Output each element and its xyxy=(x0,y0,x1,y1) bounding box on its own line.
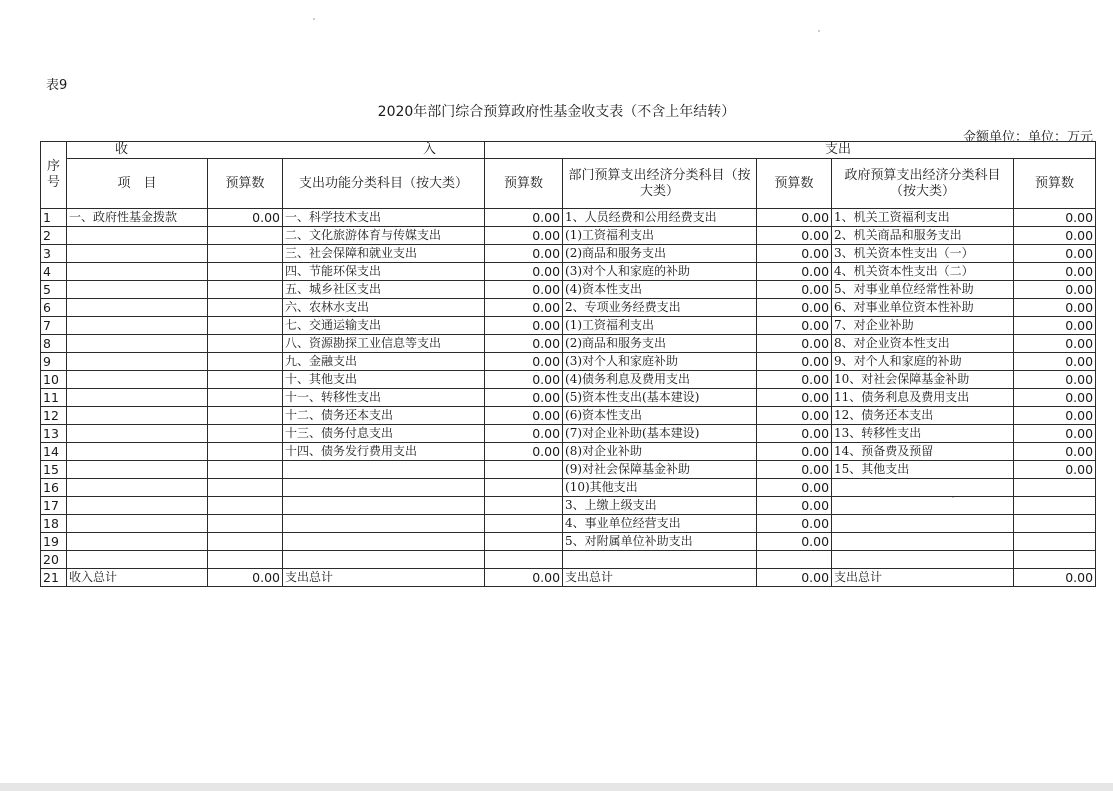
table-number: 表9 xyxy=(46,78,68,93)
func-category: 二、文化旅游体育与传媒支出 xyxy=(283,227,485,245)
gov-budget: 0.00 xyxy=(1014,353,1096,371)
table-row xyxy=(41,389,1096,407)
func-budget: 0.00 xyxy=(485,335,563,353)
table-row xyxy=(41,551,1096,569)
func-category xyxy=(283,515,485,533)
row-index: 17 xyxy=(41,497,67,515)
row-index: 14 xyxy=(41,443,67,461)
table-row xyxy=(41,281,1096,299)
gov-econ-category: 6、对事业单位资本性补助 xyxy=(832,299,1014,317)
gov-econ-category: 5、对事业单位经常性补助 xyxy=(832,281,1014,299)
unit-label: 金额单位：单位：万元 xyxy=(962,130,1093,145)
gov-econ-category: 7、对企业补助 xyxy=(832,317,1014,335)
gov-budget: 0.00 xyxy=(1014,407,1096,425)
gov-budget: 0.00 xyxy=(1014,371,1096,389)
gov-budget xyxy=(1014,479,1096,497)
income-budget xyxy=(208,551,283,569)
dept-econ-category: (10)其他支出 xyxy=(563,479,757,497)
header-gov-econ-category: 政府预算支出经济分类科目（按大类） xyxy=(832,159,1014,209)
dept-budget: 0.00 xyxy=(757,299,832,317)
gov-budget: 0.00 xyxy=(1014,461,1096,479)
func-category xyxy=(283,497,485,515)
dept-econ-category: 1、人员经费和公用经费支出 xyxy=(563,209,757,227)
table-row xyxy=(41,209,1096,227)
income-item xyxy=(67,425,208,443)
func-category xyxy=(283,479,485,497)
header-expense-char-1: 支 xyxy=(825,142,839,157)
gov-econ-category: 9、对个人和家庭的补助 xyxy=(832,353,1014,371)
dept-econ-category: (3)对个人和家庭的补助 xyxy=(563,263,757,281)
func-category: 六、农林水支出 xyxy=(283,299,485,317)
dept-budget: 0.00 xyxy=(757,263,832,281)
func-budget: 0.00 xyxy=(485,407,563,425)
row-index: 6 xyxy=(41,299,67,317)
gov-budget: 0.00 xyxy=(1014,281,1096,299)
gov-budget: 0.00 xyxy=(1014,443,1096,461)
func-budget: 0.00 xyxy=(485,263,563,281)
row-index: 5 xyxy=(41,281,67,299)
gov-budget: 0.00 xyxy=(1014,227,1096,245)
income-item xyxy=(67,551,208,569)
dept-econ-category xyxy=(563,551,757,569)
scan-speck xyxy=(313,18,315,20)
page-title: 2020年部门综合预算政府性基金收支表（不含上年结转） xyxy=(377,104,736,120)
dept-econ-category: (7)对企业补助(基本建设) xyxy=(563,425,757,443)
income-item xyxy=(67,389,208,407)
dept-budget: 0.00 xyxy=(757,515,832,533)
dept-budget: 0.00 xyxy=(757,407,832,425)
table-row xyxy=(41,227,1096,245)
gov-econ-category: 2、机关商品和服务支出 xyxy=(832,227,1014,245)
dept-budget: 0.00 xyxy=(757,317,832,335)
income-budget xyxy=(208,533,283,551)
func-budget: 0.00 xyxy=(485,389,563,407)
gov-budget: 0.00 xyxy=(1014,335,1096,353)
func-category: 十四、债务发行费用支出 xyxy=(283,443,485,461)
dept-budget: 0.00 xyxy=(757,479,832,497)
func-category: 十、其他支出 xyxy=(283,371,485,389)
dept-econ-category: 4、事业单位经营支出 xyxy=(563,515,757,533)
dept-budget: 0.00 xyxy=(757,461,832,479)
header-func-category: 支出功能分类科目（按大类） xyxy=(283,159,485,209)
dept-econ-category: 3、上缴上级支出 xyxy=(563,497,757,515)
header-budget-income: 预算数 xyxy=(208,159,283,209)
table-row xyxy=(41,443,1096,461)
dept-econ-category: (3)对个人和家庭补助 xyxy=(563,353,757,371)
income-budget xyxy=(208,407,283,425)
dept-econ-category: (1)工资福利支出 xyxy=(563,227,757,245)
income-budget xyxy=(208,425,283,443)
income-item xyxy=(67,407,208,425)
dept-econ-category: 支出总计 xyxy=(563,569,757,587)
income-budget xyxy=(208,515,283,533)
row-index: 20 xyxy=(41,551,67,569)
gov-budget: 0.00 xyxy=(1014,263,1096,281)
row-index: 2 xyxy=(41,227,67,245)
income-budget xyxy=(208,371,283,389)
header-budget-func: 预算数 xyxy=(485,159,563,209)
gov-econ-category: 4、机关资本性支出（二） xyxy=(832,263,1014,281)
dept-budget: 0.00 xyxy=(757,371,832,389)
dept-budget: 0.00 xyxy=(757,335,832,353)
func-category: 支出总计 xyxy=(283,569,485,587)
dept-budget: 0.00 xyxy=(757,569,832,587)
table-row xyxy=(41,299,1096,317)
func-budget xyxy=(485,479,563,497)
gov-econ-category: 13、转移性支出 xyxy=(832,425,1014,443)
income-budget xyxy=(208,317,283,335)
header-item: 项 目 xyxy=(67,159,208,209)
row-index: 3 xyxy=(41,245,67,263)
income-budget: 0.00 xyxy=(208,209,283,227)
dept-econ-category: (9)对社会保障基金补助 xyxy=(563,461,757,479)
dept-econ-category: (2)商品和服务支出 xyxy=(563,245,757,263)
dept-econ-category: (4)资本性支出 xyxy=(563,281,757,299)
gov-econ-category: 10、对社会保障基金补助 xyxy=(832,371,1014,389)
header-dept-econ-category: 部门预算支出经济分类科目（按大类） xyxy=(563,159,757,209)
table-row xyxy=(41,425,1096,443)
income-item xyxy=(67,371,208,389)
func-category: 五、城乡社区支出 xyxy=(283,281,485,299)
dept-econ-category: (8)对企业补助 xyxy=(563,443,757,461)
table-row xyxy=(41,245,1096,263)
gov-budget xyxy=(1014,551,1096,569)
func-budget: 0.00 xyxy=(485,245,563,263)
income-budget xyxy=(208,263,283,281)
income-item xyxy=(67,299,208,317)
func-category xyxy=(283,533,485,551)
dept-budget: 0.00 xyxy=(757,281,832,299)
func-budget xyxy=(485,515,563,533)
dept-econ-category: 2、专项业务经费支出 xyxy=(563,299,757,317)
row-index: 10 xyxy=(41,371,67,389)
dept-econ-category: (6)资本性支出 xyxy=(563,407,757,425)
gov-econ-category: 8、对企业资本性支出 xyxy=(832,335,1014,353)
scan-edge-shadow xyxy=(0,783,1113,791)
row-index: 8 xyxy=(41,335,67,353)
func-budget: 0.00 xyxy=(485,569,563,587)
gov-econ-category: 3、机关资本性支出（一） xyxy=(832,245,1014,263)
func-category xyxy=(283,461,485,479)
func-category: 十一、转移性支出 xyxy=(283,389,485,407)
dept-budget: 0.00 xyxy=(757,425,832,443)
dept-econ-category: (2)商品和服务支出 xyxy=(563,335,757,353)
income-budget xyxy=(208,389,283,407)
income-budget: 0.00 xyxy=(208,569,283,587)
func-category: 十二、债务还本支出 xyxy=(283,407,485,425)
gov-budget: 0.00 xyxy=(1014,245,1096,263)
gov-budget xyxy=(1014,497,1096,515)
gov-econ-category: 15、其他支出 xyxy=(832,461,1014,479)
income-budget xyxy=(208,497,283,515)
table-row xyxy=(41,263,1096,281)
func-category: 一、科学技术支出 xyxy=(283,209,485,227)
func-category: 七、交通运输支出 xyxy=(283,317,485,335)
func-budget: 0.00 xyxy=(485,299,563,317)
income-item: 一、政府性基金拨款 xyxy=(67,209,208,227)
table-row xyxy=(41,371,1096,389)
header-budget-dept: 预算数 xyxy=(757,159,832,209)
header-expense-char-2: 出 xyxy=(838,142,852,157)
func-budget xyxy=(485,533,563,551)
func-budget: 0.00 xyxy=(485,209,563,227)
table-row xyxy=(41,335,1096,353)
table-row xyxy=(41,353,1096,371)
func-budget xyxy=(485,497,563,515)
func-category: 四、节能环保支出 xyxy=(283,263,485,281)
income-item xyxy=(67,335,208,353)
dept-budget: 0.00 xyxy=(757,227,832,245)
header-income-char-2: 入 xyxy=(423,142,437,157)
gov-econ-category: 11、债务利息及费用支出 xyxy=(832,389,1014,407)
income-item xyxy=(67,497,208,515)
header-row-columns xyxy=(41,159,1096,209)
gov-econ-category: 支出总计 xyxy=(832,569,1014,587)
gov-econ-category xyxy=(832,533,1014,551)
income-item xyxy=(67,443,208,461)
dept-budget: 0.00 xyxy=(757,497,832,515)
row-index: 1 xyxy=(41,209,67,227)
income-item xyxy=(67,479,208,497)
income-budget xyxy=(208,299,283,317)
table-row xyxy=(41,479,1096,497)
dept-budget: 0.00 xyxy=(757,353,832,371)
income-item xyxy=(67,317,208,335)
gov-econ-category xyxy=(832,551,1014,569)
header-seq: 序号 xyxy=(41,142,67,209)
scan-speck xyxy=(818,30,820,32)
row-index: 21 xyxy=(41,569,67,587)
table-row xyxy=(41,407,1096,425)
dept-budget xyxy=(757,551,832,569)
income-item: 收入总计 xyxy=(67,569,208,587)
gov-econ-category: 14、预备费及预留 xyxy=(832,443,1014,461)
header-expense-group xyxy=(485,142,1096,159)
func-budget xyxy=(485,461,563,479)
header-budget-gov: 预算数 xyxy=(1014,159,1096,209)
gov-budget xyxy=(1014,515,1096,533)
func-budget: 0.00 xyxy=(485,443,563,461)
table-row xyxy=(41,569,1096,587)
func-budget xyxy=(485,551,563,569)
gov-budget: 0.00 xyxy=(1014,425,1096,443)
table-row xyxy=(41,461,1096,479)
table-row xyxy=(41,497,1096,515)
header-income-char-1: 收 xyxy=(115,142,129,157)
gov-budget: 0.00 xyxy=(1014,569,1096,587)
dept-budget: 0.00 xyxy=(757,245,832,263)
gov-econ-category: 1、机关工资福利支出 xyxy=(832,209,1014,227)
income-budget xyxy=(208,245,283,263)
row-index: 13 xyxy=(41,425,67,443)
row-index: 16 xyxy=(41,479,67,497)
func-category xyxy=(283,551,485,569)
income-budget xyxy=(208,461,283,479)
header-row-groups xyxy=(41,142,1096,159)
func-budget: 0.00 xyxy=(485,227,563,245)
income-budget xyxy=(208,335,283,353)
func-budget: 0.00 xyxy=(485,425,563,443)
row-index: 11 xyxy=(41,389,67,407)
header-income-group xyxy=(67,142,485,159)
func-category: 十三、债务付息支出 xyxy=(283,425,485,443)
dept-econ-category: (1)工资福利支出 xyxy=(563,317,757,335)
row-index: 15 xyxy=(41,461,67,479)
income-budget xyxy=(208,281,283,299)
gov-econ-category xyxy=(832,479,1014,497)
row-index: 9 xyxy=(41,353,67,371)
income-budget xyxy=(208,227,283,245)
table-row xyxy=(41,317,1096,335)
row-index: 19 xyxy=(41,533,67,551)
gov-econ-category: 12、债务还本支出 xyxy=(832,407,1014,425)
dept-budget: 0.00 xyxy=(757,533,832,551)
func-category: 三、社会保障和就业支出 xyxy=(283,245,485,263)
func-budget: 0.00 xyxy=(485,317,563,335)
func-budget: 0.00 xyxy=(485,281,563,299)
income-budget xyxy=(208,443,283,461)
gov-budget: 0.00 xyxy=(1014,299,1096,317)
func-category: 九、金融支出 xyxy=(283,353,485,371)
income-item xyxy=(67,245,208,263)
income-item xyxy=(67,281,208,299)
func-budget: 0.00 xyxy=(485,353,563,371)
income-item xyxy=(67,461,208,479)
dept-budget: 0.00 xyxy=(757,443,832,461)
income-item xyxy=(67,227,208,245)
table-row xyxy=(41,533,1096,551)
row-index: 18 xyxy=(41,515,67,533)
row-index: 4 xyxy=(41,263,67,281)
income-item xyxy=(67,533,208,551)
func-budget: 0.00 xyxy=(485,371,563,389)
gov-econ-category xyxy=(832,497,1014,515)
dept-budget: 0.00 xyxy=(757,389,832,407)
dept-econ-category: (4)债务利息及费用支出 xyxy=(563,371,757,389)
gov-budget xyxy=(1014,533,1096,551)
dept-budget: 0.00 xyxy=(757,209,832,227)
func-category: 八、资源勘探工业信息等支出 xyxy=(283,335,485,353)
income-item xyxy=(67,353,208,371)
dept-econ-category: (5)资本性支出(基本建设) xyxy=(563,389,757,407)
row-index: 12 xyxy=(41,407,67,425)
gov-econ-category xyxy=(832,515,1014,533)
income-budget xyxy=(208,353,283,371)
table-row xyxy=(41,515,1096,533)
gov-budget: 0.00 xyxy=(1014,209,1096,227)
income-item xyxy=(67,515,208,533)
gov-budget: 0.00 xyxy=(1014,317,1096,335)
income-budget xyxy=(208,479,283,497)
row-index: 7 xyxy=(41,317,67,335)
income-item xyxy=(67,263,208,281)
dept-econ-category: 5、对附属单位补助支出 xyxy=(563,533,757,551)
budget-table xyxy=(40,141,1096,587)
gov-budget: 0.00 xyxy=(1014,389,1096,407)
